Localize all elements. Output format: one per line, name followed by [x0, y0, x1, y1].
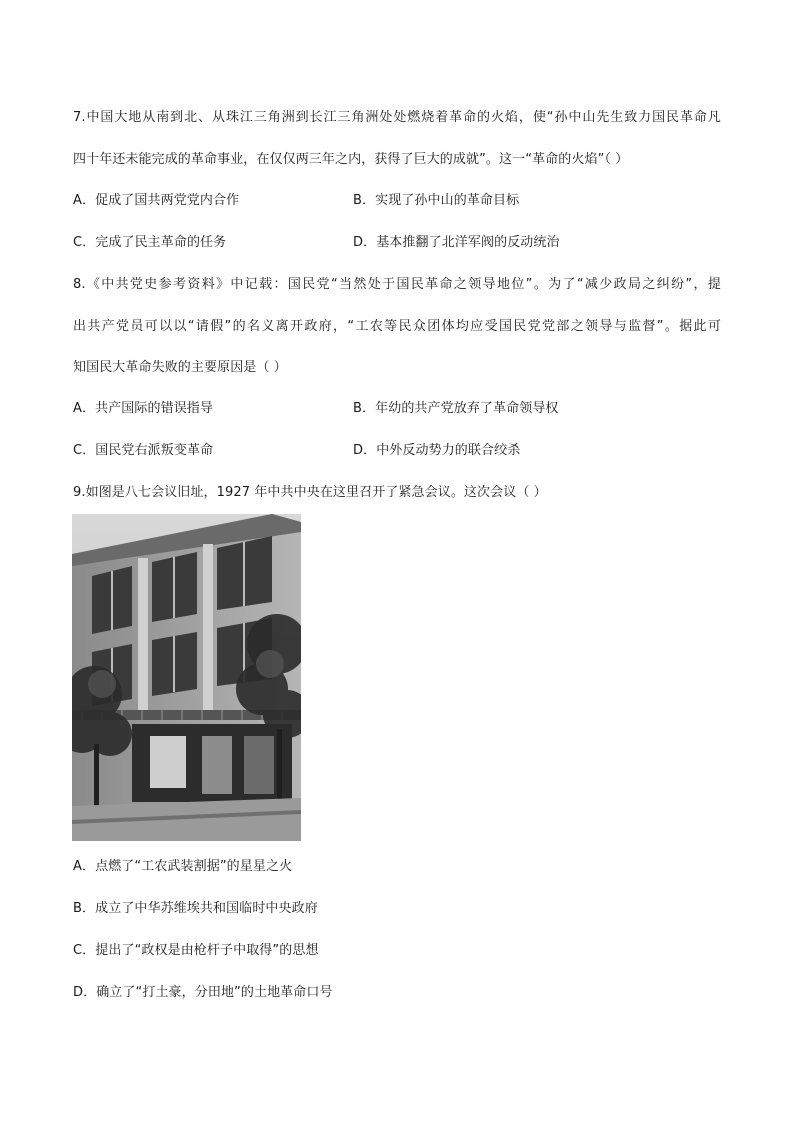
- q7-option-b: B．实现了孙中山的革命目标: [353, 193, 520, 208]
- q9-option-a: A．点燃了“工农武装割据”的星星之火: [73, 859, 293, 874]
- q8-stem-line3: 知国民大革命失败的主要原因是（ ）: [73, 360, 287, 375]
- q8-stem-line2: 出共产党员可以以“请假”的名义离开政府，“工农等民众团体均应受国民党党部之领导与监督”。据此可: [73, 319, 721, 334]
- q7-option-a: A．促成了国共两党党内合作: [73, 193, 240, 208]
- q9-stem-line1: 9.如图是八七会议旧址，1927 年中共中央在这里召开了紧急会议。这次会议（ ）: [73, 485, 547, 500]
- q8-stem-line1: 8.《中共党史参考资料》中记载：国民党“当然处于国民革命之领导地位”。为了“减少政局之纠纷”，提: [73, 277, 721, 292]
- q8-option-c: C．国民党右派叛变革命: [73, 443, 214, 458]
- q8-option-d: D．中外反动势力的联合绞杀: [353, 443, 521, 458]
- bayi-meeting-site-photo: [72, 514, 301, 841]
- q9-option-d: D．确立了“打土豪，分田地”的土地革命口号: [73, 985, 333, 1000]
- q8-option-a: A．共产国际的错误指导: [73, 401, 213, 416]
- q9-option-b: B．成立了中华苏维埃共和国临时中央政府: [73, 901, 318, 916]
- building-photo-illustration: [72, 514, 301, 841]
- q7-stem-line1: 7.中国大地从南到北、从珠江三角洲到长江三角洲处处燃烧着革命的火焰，使“孙中山先生致力国民革命凡: [73, 110, 721, 125]
- q7-option-d: D．基本推翻了北洋军阀的反动统治: [353, 235, 560, 250]
- q9-option-c: C．提出了“政权是由枪杆子中取得”的思想: [73, 943, 319, 958]
- q8-option-b: B．年幼的共产党放弃了革命领导权: [353, 401, 559, 416]
- q7-option-c: C．完成了民主革命的任务: [73, 235, 227, 250]
- q7-stem-line2: 四十年还未能完成的革命事业，在仅仅两三年之内，获得了巨大的成就”。这一“革命的火焰”（ ）: [73, 152, 629, 167]
